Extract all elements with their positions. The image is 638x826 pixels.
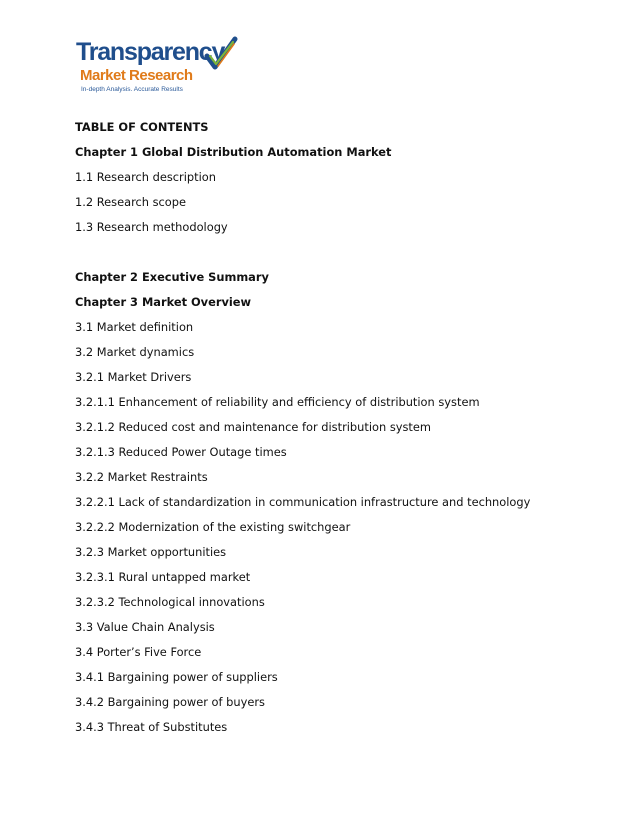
toc-entry: 3.2.3.2 Technological innovations (75, 595, 265, 609)
toc-entry: 3.2.1 Market Drivers (75, 370, 192, 384)
toc-entry-chapter-1: Chapter 1 Global Distribution Automation Market (75, 145, 392, 159)
logo-tagline: In-depth Analysis. Accurate Results (81, 86, 183, 93)
toc-entry: 1.1 Research description (75, 170, 216, 184)
toc-heading: TABLE OF CONTENTS (75, 120, 209, 134)
toc-entry: 1.3 Research methodology (75, 220, 228, 234)
toc-entry: 3.1 Market definition (75, 320, 194, 334)
toc-entry: 3.2.2 Market Restraints (75, 470, 208, 484)
checkmark-icon (204, 36, 238, 72)
toc-entry-chapter-2: Chapter 2 Executive Summary (75, 270, 269, 284)
toc-entry: 3.4.2 Bargaining power of buyers (75, 695, 265, 709)
toc-entry: 3.2 Market dynamics (75, 345, 195, 359)
toc-entry: 3.2.1.1 Enhancement of reliability and efficiency of distribution system (75, 395, 480, 409)
toc-entry: 1.2 Research scope (75, 195, 187, 209)
toc-entry: 3.2.2.1 Lack of standardization in communication infrastructure and technology (75, 495, 531, 509)
toc-entry-chapter-3: Chapter 3 Market Overview (75, 295, 252, 309)
toc-entry: 3.2.3.1 Rural untapped market (75, 570, 251, 584)
toc-entry: 3.2.1.2 Reduced cost and maintenance for distribution system (75, 420, 431, 434)
toc-entry: 3.3 Value Chain Analysis (75, 620, 215, 634)
toc-entry: 3.2.1.3 Reduced Power Outage times (75, 445, 287, 459)
logo-wordmark-secondary: Market Research (80, 67, 193, 84)
logo-wordmark-primary: Transparency (76, 38, 225, 66)
company-logo (76, 36, 246, 98)
toc-entry: 3.2.3 Market opportunities (75, 545, 227, 559)
toc-entry: 3.2.2.2 Modernization of the existing switchgear (75, 520, 351, 534)
toc-entry: 3.4.1 Bargaining power of suppliers (75, 670, 278, 684)
toc-entry: 3.4 Porter’s Five Force (75, 645, 202, 659)
toc-entry: 3.4.3 Threat of Substitutes (75, 720, 228, 734)
